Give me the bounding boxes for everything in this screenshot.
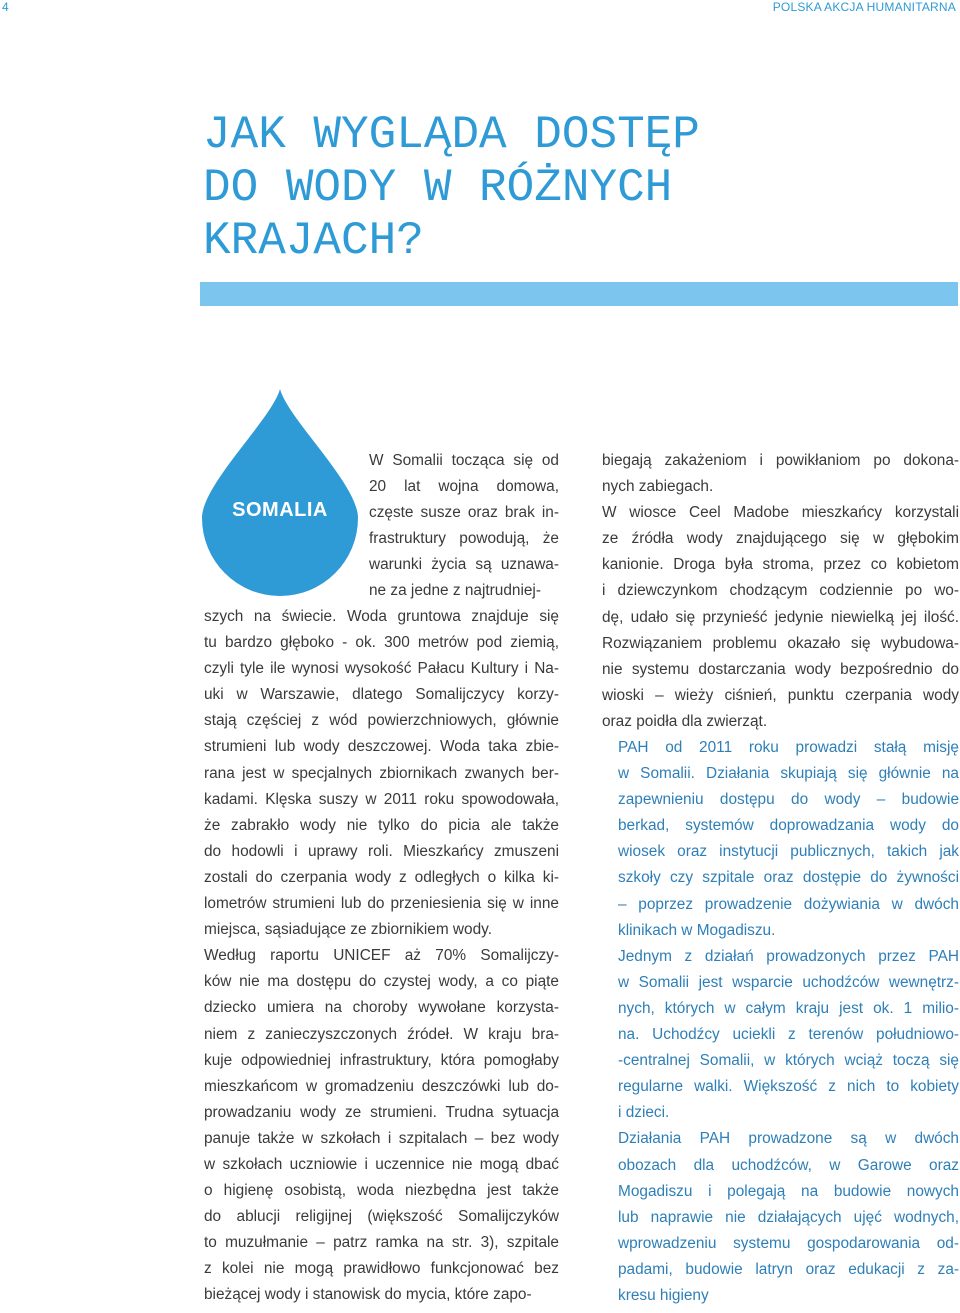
text-line: berkad, systemów doprowadzania wody do — [618, 817, 959, 835]
text-line: oraz poidła dla zwierząt. — [602, 712, 768, 730]
text-line: ków nie ma dostępu do czystej wody, a co piąte — [204, 973, 559, 991]
text-line: dziecko umiera na choroby wywołane korzysta- — [204, 999, 559, 1017]
text-line: W Somalii tocząca się od — [369, 452, 559, 469]
text-line: 20 lat wojna domowa, — [369, 478, 559, 496]
page-title — [203, 109, 803, 268]
page-number: 4 — [2, 0, 9, 14]
text-line: stają częściej z wód powierzchniowych, głównie — [204, 712, 559, 730]
text-line: nych zabiegach. — [602, 478, 714, 496]
text-line: obozach dla uchodźców, w Garowe oraz — [618, 1156, 959, 1174]
text-line: panuje także w szkołach i szpitalach – bez wody — [204, 1129, 559, 1147]
text-line: częste susze oraz brak in- — [369, 504, 559, 522]
title-line-3: KRAJACH? — [203, 215, 424, 267]
text-line: padami, budowie latryn oraz edukacji z za- — [618, 1260, 959, 1278]
text-line: w Somalii. Działania skupiają się głównie na — [618, 765, 959, 783]
text-line: – poprzez prowadzenie dożywiania w dwóch — [618, 895, 959, 913]
intro-text-top — [369, 448, 559, 605]
header-organization: POLSKA AKCJA HUMANITARNA — [772, 0, 956, 14]
text-line: tu bardzo głęboko - ok. 300 metrów pod ziemią, — [204, 634, 559, 652]
text-line: w Somalii jest wsparcie uchodźców wewnętrz- — [618, 973, 959, 991]
column-1-text — [204, 604, 559, 1309]
text-line: bieżącej wody i stanowisk do mycia, które zapo- — [204, 1286, 532, 1304]
text-line: PAH od 2011 roku prowadzi stałą misję — [618, 739, 959, 756]
text-line: Rozwiązaniem problemu okazało się wybudowa- — [602, 634, 959, 652]
text-line: strumieni lub wody deszczowej. Woda taka zbie- — [204, 738, 559, 756]
text-line: ze źródła wody znajdującego się w głębokim — [602, 530, 959, 548]
text-line: o higienę osobistą, woda niezbędna jest także — [204, 1182, 559, 1200]
text-line: i dzieci. — [618, 1104, 670, 1122]
text-line: kuje odpowiedniej infrastruktury, która pomogłaby — [204, 1051, 559, 1069]
text-line: kresu higieny — [618, 1286, 709, 1304]
text-line: wioski – wieży ciśnień, punktu czerpania wody — [602, 686, 959, 704]
water-drop-icon — [202, 389, 358, 596]
text-line: niem z zanieczyszczonych źródeł. W kraju bra- — [204, 1025, 559, 1043]
pah-mission-text — [618, 735, 959, 1309]
text-line: miejsca, sąsiadujące ze zbiornikiem wody. — [204, 921, 492, 939]
text-line: nych, których w całym kraju jest ok. 1 milio- — [618, 999, 959, 1017]
text-line: lometrów strumieni lub do przeniesienia się w inne — [204, 895, 559, 913]
text-line: zostali do czerpania wody z odległych o kilka ki- — [204, 868, 559, 886]
text-line: rana jest w specjalnych zbiornikach zwanych ber- — [204, 764, 559, 782]
text-line: Jednym z działań prowadzonych przez PAH — [618, 947, 959, 965]
title-line-1: JAK WYGLĄDA DOSTĘP — [203, 109, 700, 161]
text-line: do hodowli i uprawy roli. Mieszkańcy zmuszeni — [204, 842, 559, 860]
text-line: kanionie. Droga była stroma, przez co kobietom — [602, 556, 959, 574]
text-line: to muzułmanie – patrz ramka na str. 3), szpitale — [204, 1234, 559, 1252]
text-line: szych na świecie. Woda gruntowa znajduje się — [204, 608, 559, 625]
text-line: z kolei nie mogą prawidłowo funkcjonować bez — [204, 1260, 559, 1278]
text-line: Mogadiszu i polegają na budowie nowych — [618, 1182, 959, 1200]
text-line: Działania PAH prowadzone są w dwóch — [618, 1130, 959, 1148]
text-line: dę, udało się przynieść jedynie niewielką jej ilość. — [602, 608, 959, 626]
text-line: Według raportu UNICEF aż 70% Somalijczy- — [204, 947, 559, 965]
text-line: do ablucji religijnej (większość Somalijczyków — [204, 1208, 559, 1226]
title-line-2: DO WODY W RÓŻNYCH — [203, 162, 673, 214]
text-line: kadami. Klęska suszy w 2011 roku spowodowała, — [204, 790, 559, 808]
title-underline-bar — [200, 282, 958, 306]
text-line: warunki życia są uznawa- — [369, 556, 559, 574]
text-line: biegają zakażeniom i powikłaniom po dokona- — [602, 452, 959, 469]
text-line: prowadzaniu wody ze strumieni. Trudna sytuacja — [204, 1103, 559, 1121]
text-line: wiosek oraz instytucji publicznych, takich jak — [618, 843, 959, 861]
text-line: że zabrakło wody nie tylko do picia ale także — [204, 816, 559, 834]
text-line: regularne walki. Większość z nich to kobiety — [618, 1078, 959, 1096]
text-line: lub naprawie nie działających ujęć wodnych, — [618, 1208, 959, 1226]
text-line: nie systemu dostarczania wody bezpośrednio do — [602, 660, 959, 678]
text-line: na. Uchodźcy uciekli z terenów południowo- — [618, 1026, 959, 1044]
text-line: frastruktury powodują, że — [369, 530, 559, 548]
text-line: -centralnej Somalii, w których wciąż toczą się — [618, 1052, 959, 1070]
text-line: ne za jedne z najtrudniej- — [369, 582, 541, 600]
text-line: szkoły czy szpitale oraz dostępie do żywności — [618, 869, 959, 887]
text-line: zapewnieniu dostępu do wody – budowie — [618, 791, 959, 809]
text-line: czyli tyle ile wynosi wysokość Pałacu Kultury i Na- — [204, 660, 559, 678]
country-label: SOMALIA — [232, 499, 328, 521]
text-line: klinikach w Mogadiszu. — [618, 921, 776, 939]
text-line: wprowadzeniu systemu gospodarowania od- — [618, 1234, 959, 1252]
text-line: i dziewczynkom chodzącym codziennie po wo- — [602, 582, 959, 600]
text-line: mieszkańcom w gromadzeniu deszczówki lub do- — [204, 1077, 559, 1095]
text-line: uki w Warszawie, dlatego Somalijczycy korzy- — [204, 686, 559, 704]
text-line: w szkołach uczniowie i uczennice nie mogą dbać — [204, 1155, 559, 1173]
text-line: W wiosce Ceel Madobe mieszkańcy korzystali — [602, 504, 959, 522]
column-2-text — [602, 448, 959, 735]
